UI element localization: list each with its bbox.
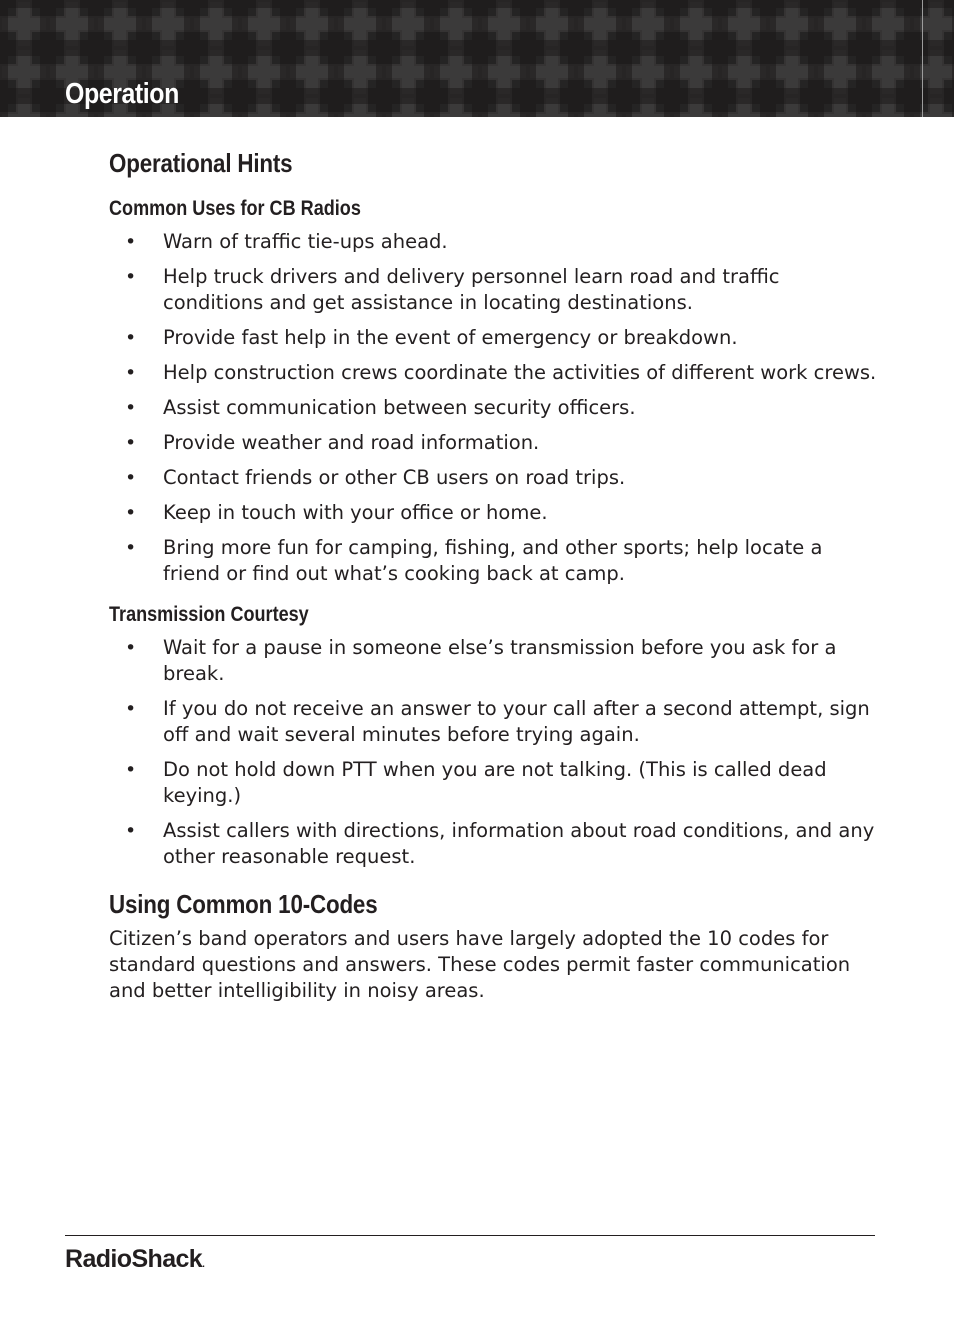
list-item: • Provide weather and road information. bbox=[125, 431, 540, 454]
list-item: • Assist callers with directions, information about road conditions, and any other reasonable request. bbox=[125, 819, 875, 868]
bullet-icon: • bbox=[125, 537, 137, 559]
bullet-icon: • bbox=[125, 820, 137, 842]
list-item: • Wait for a pause in someone else’s transmission before you ask for a break. bbox=[125, 636, 837, 685]
operational-hints-heading: Operational Hints bbox=[109, 148, 293, 178]
banner-edge-rule bbox=[922, 0, 923, 117]
bullet-icon: • bbox=[125, 698, 137, 720]
footer-divider bbox=[65, 1235, 875, 1236]
bullet-icon: • bbox=[125, 362, 137, 384]
list-item: • Help construction crews coordinate the activities of different work crews. bbox=[125, 361, 877, 384]
bullet-icon: • bbox=[125, 397, 137, 419]
ten-codes-paragraph: Citizen’s band operators and users have largely adopted the 10 codes for standard questions and answers. These codes permit faster communication and better intelligibility in noisy areas. bbox=[109, 927, 851, 1002]
transmission-courtesy-heading: Transmission Courtesy bbox=[109, 603, 309, 626]
list-item: • Keep in touch with your office or home. bbox=[125, 501, 548, 524]
section-title: Operation bbox=[65, 78, 179, 110]
common-uses-heading: Common Uses for CB Radios bbox=[109, 197, 361, 220]
bullet-icon: • bbox=[125, 759, 137, 781]
list-item: • Bring more fun for camping, fishing, and other sports; help locate a friend or find out what’s cooking back at camp. bbox=[125, 536, 823, 585]
bullet-icon: • bbox=[125, 327, 137, 349]
main-content bbox=[109, 145, 879, 1004]
list-item: • Contact friends or other CB users on road trips. bbox=[125, 466, 626, 489]
list-item: • Do not hold down PTT when you are not talking. (This is called dead keying.) bbox=[125, 758, 827, 807]
radioshack-logo bbox=[65, 1244, 204, 1280]
bullet-icon: • bbox=[125, 266, 137, 288]
header-banner bbox=[0, 0, 954, 117]
brand-name: RadioShack bbox=[65, 1245, 203, 1273]
bullet-icon: • bbox=[125, 637, 137, 659]
list-item: • Warn of traffic tie-ups ahead. bbox=[125, 230, 448, 253]
bullet-icon: • bbox=[125, 231, 137, 253]
transmission-courtesy-list bbox=[109, 635, 879, 870]
list-item: • Help truck drivers and delivery personnel learn road and traffic conditions and get assistance in locating destinations. bbox=[125, 265, 780, 314]
bullet-icon: • bbox=[125, 432, 137, 454]
list-item: • If you do not receive an answer to your call after a second attempt, sign off and wait several minutes before trying again. bbox=[125, 697, 870, 746]
common-uses-list bbox=[109, 229, 879, 587]
bullet-icon: • bbox=[125, 502, 137, 524]
ten-codes-heading: Using Common 10-Codes bbox=[109, 889, 378, 919]
list-item: • Provide fast help in the event of emergency or breakdown. bbox=[125, 326, 738, 349]
list-item: • Assist communication between security officers. bbox=[125, 396, 636, 419]
bullet-icon: • bbox=[125, 467, 137, 489]
brand-mark: . bbox=[202, 1259, 205, 1270]
